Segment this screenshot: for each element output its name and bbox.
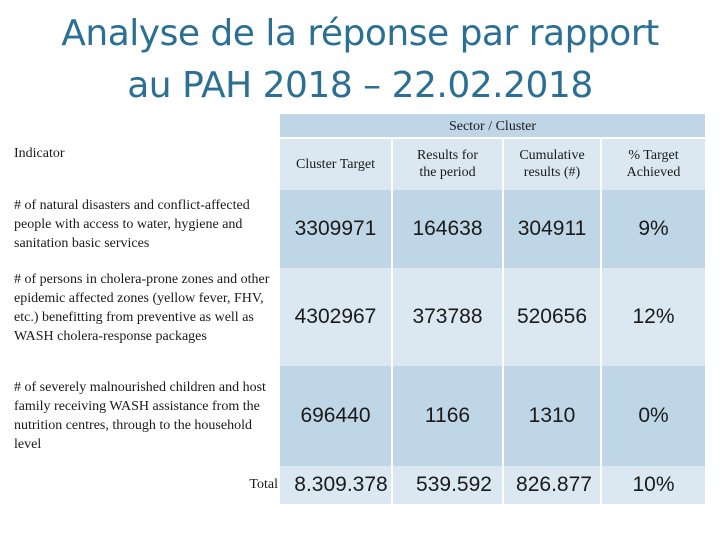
row-3-indicator: # of severely malnourished children and host family receiving WASH assistance from the nutrition centres, through to the household level (14, 380, 266, 452)
total-label: Total (249, 477, 278, 492)
total-cumulative: 826.877 (516, 473, 592, 496)
row-1-results: 164638 (412, 217, 483, 240)
column-header-results: Results for the period (416, 148, 479, 180)
column-header-percent: % Target Achieved (626, 148, 681, 180)
indicator-header: Indicator (14, 146, 65, 161)
column-header-cumulative: Cumulative results (#) (519, 148, 585, 180)
page-title (0, 8, 720, 112)
row-3-cluster-target: 696440 (300, 404, 371, 427)
title-line-2: au PAH 2018 – 22.02.2018 (127, 65, 593, 106)
row-1-cumulative: 304911 (517, 217, 587, 240)
row-1-cluster-target: 3309971 (294, 217, 377, 240)
group-header: Sector / Cluster (448, 118, 537, 134)
row-2-cluster-target: 4302967 (294, 305, 377, 328)
row-1-percent: 9% (638, 217, 669, 240)
row-2-percent: 12% (632, 305, 675, 328)
row-3-results: 1166 (424, 404, 471, 427)
row-3-cumulative: 1310 (528, 404, 576, 427)
row-2-cumulative: 520656 (516, 305, 588, 328)
row-3-percent: 0% (638, 404, 669, 427)
total-percent: 10% (632, 473, 675, 496)
row-2-indicator: # of persons in cholera-prone zones and other epidemic affected zones (yellow fever, FHV, etc.) benefitting from preventive as well as WASH cholera-response packages (14, 272, 270, 344)
row-1-indicator: # of natural disasters and conflict-affected people with access to water, hygiene and sanitation basic services (14, 198, 250, 251)
total-results: 539.592 (416, 473, 492, 496)
row-2-results: 373788 (412, 305, 483, 328)
total-cluster-target: 8.309.378 (294, 473, 388, 496)
title-line-1: Analyse de la réponse par rapport (61, 13, 659, 54)
column-header-cluster-target: Cluster Target (296, 156, 375, 172)
